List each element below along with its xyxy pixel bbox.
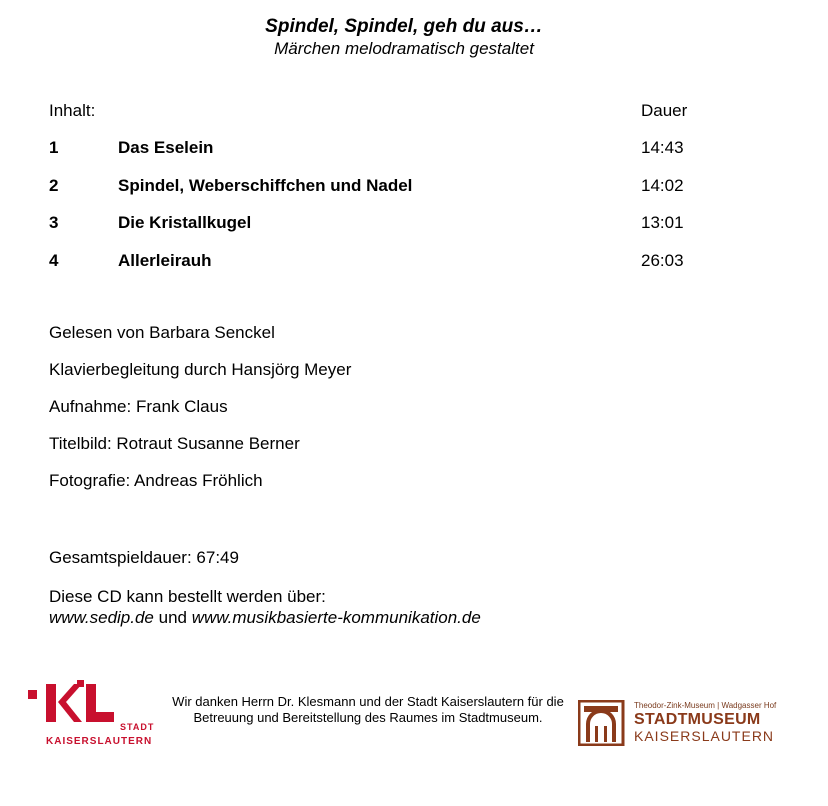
link-musikbasierte[interactable]: www.musikbasierte-kommunikation.de (191, 608, 481, 627)
logo-right-top: Theodor-Zink-Museum | Wadgasser Hof (634, 701, 777, 710)
track-row (49, 138, 749, 176)
order-connector: und (153, 608, 192, 627)
logo-stadtmuseum (578, 700, 818, 748)
contents-label: Inhalt: (49, 101, 96, 120)
duration-label: Dauer (641, 101, 688, 120)
document-title: Spindel, Spindel, geh du aus… (265, 16, 543, 37)
title-block (0, 16, 808, 60)
track-time: 13:01 (641, 213, 684, 232)
contents-header (49, 101, 749, 123)
order-info (49, 586, 481, 628)
total-duration: Gesamtspieldauer: 67:49 (49, 548, 239, 567)
museum-gate-icon (578, 700, 626, 746)
credit-piano: Klavierbegleitung durch Hansjörg Meyer (49, 360, 352, 379)
logo-right-main: STADTMUSEUM (634, 711, 761, 728)
track-row (49, 251, 749, 289)
credit-recording: Aufnahme: Frank Claus (49, 397, 228, 416)
credit-photo: Fotografie: Andreas Fröhlich (49, 471, 263, 490)
link-sedip[interactable]: www.sedip.de (49, 608, 154, 627)
track-time: 14:02 (641, 175, 684, 195)
logo-left-city: KAISERSLAUTERN (46, 736, 153, 747)
track-number: 3 (49, 213, 59, 232)
document-subtitle: Märchen melodramatisch gestaltet (274, 39, 534, 58)
logo-stadt-kaiserslautern (28, 680, 168, 750)
track-row (49, 213, 749, 251)
order-line: Diese CD kann bestellt werden über: (49, 587, 326, 606)
track-time: 14:43 (641, 138, 684, 157)
credit-reader: Gelesen von Barbara Senckel (49, 323, 275, 342)
track-time: 26:03 (641, 250, 684, 270)
track-row (49, 176, 749, 214)
logo-right-sub: KAISERSLAUTERN (634, 728, 775, 744)
credit-cover: Titelbild: Rotraut Susanne Berner (49, 434, 300, 453)
track-number: 2 (49, 175, 59, 195)
order-links (49, 607, 481, 628)
track-title: Spindel, Weberschiffchen und Nadel (118, 175, 413, 195)
track-number: 1 (49, 138, 59, 157)
track-title: Die Kristallkugel (118, 213, 252, 232)
track-title: Das Eselein (118, 138, 214, 157)
track-list (49, 138, 749, 288)
credits-list (49, 323, 351, 508)
track-title: Allerleirauh (118, 250, 212, 270)
logo-left-stadt: STADT (120, 722, 155, 732)
track-number: 4 (49, 250, 59, 270)
thanks-note: Wir danken Herrn Dr. Klesmann und der Stadt Kaiserslautern für die Betreuung und Bereitstellung des Raumes im Stadtmuseum. (172, 694, 564, 725)
